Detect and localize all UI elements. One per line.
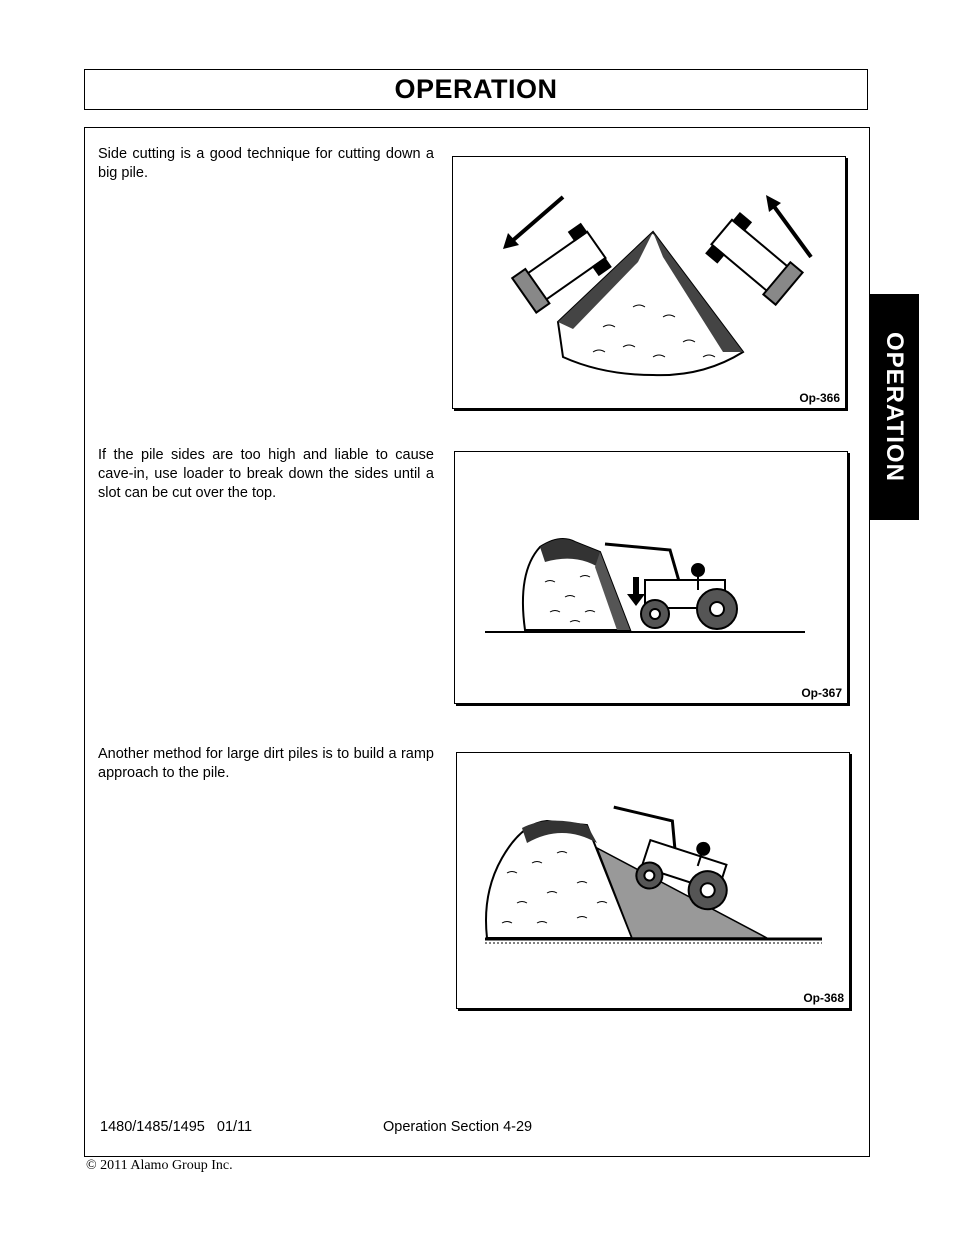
ramp-approach-illustration: [457, 753, 849, 1008]
section-2-text: If the pile sides are too high and liable to cause cave-in, use loader to break down the sides until a slot can be cut over the top.: [98, 447, 434, 501]
section-3-text: Another method for large dirt piles is to build a ramp approach to the pile.: [98, 746, 434, 781]
copyright: © 2011 Alamo Group Inc.: [86, 1158, 233, 1173]
side-tab: [869, 294, 919, 520]
figure-label-op-366: Op-366: [799, 391, 840, 405]
figure-op-368: [456, 752, 850, 1009]
side-cutting-illustration: [453, 157, 845, 408]
figure-label-op-368: Op-368: [803, 991, 844, 1005]
section-1-text: Side cutting is a good technique for cutting down a big pile.: [98, 146, 434, 181]
figure-label-op-367: Op-367: [801, 686, 842, 700]
figure-op-366: [452, 156, 846, 409]
page-title: OPERATION: [394, 74, 558, 104]
footer-model: 1480/1485/1495 01/11: [100, 1119, 253, 1135]
footer-section: Operation Section 4-29: [383, 1119, 533, 1135]
header-box: [84, 69, 868, 110]
side-tab-label: OPERATION: [881, 332, 908, 482]
figure-op-367: [454, 451, 848, 704]
loader-break-down-illustration: [455, 452, 847, 703]
